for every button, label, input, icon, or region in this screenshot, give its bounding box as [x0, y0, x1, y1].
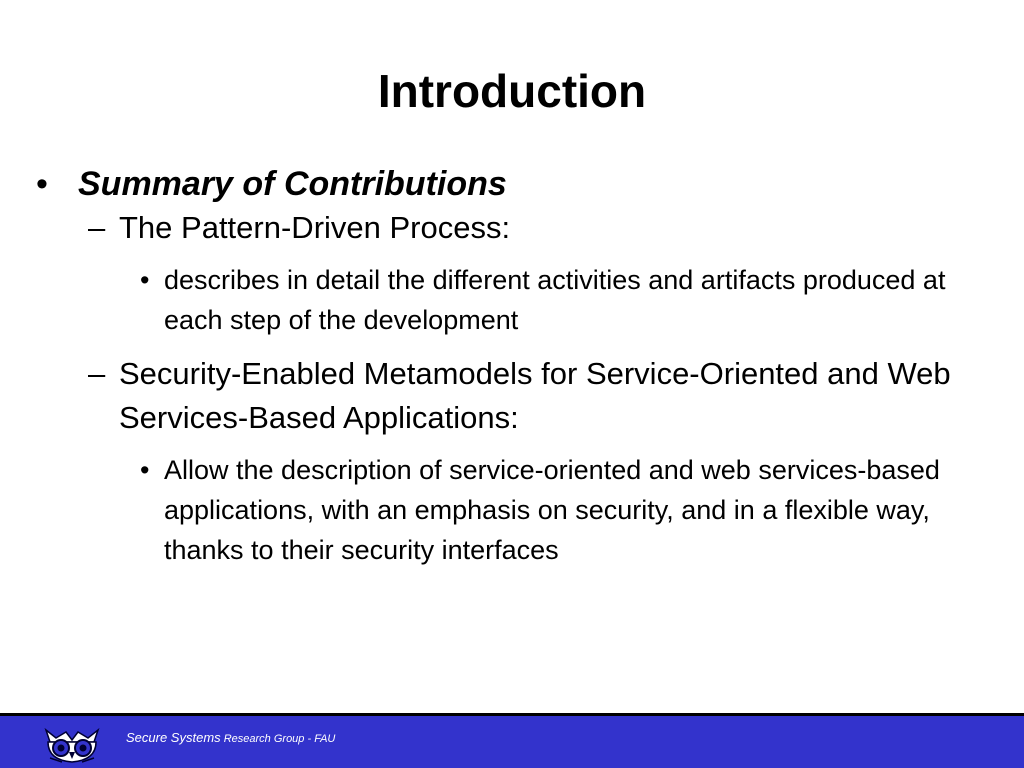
footer-text-main: Secure Systems — [126, 730, 221, 745]
bullet-text: Security-Enabled Metamodels for Service-Oriented and Web Services-Based Applications: — [119, 356, 951, 435]
footer-text-group: Research Group - FAU — [220, 733, 336, 745]
dash-marker: – — [88, 356, 106, 391]
bullet-level1 — [0, 162, 1024, 206]
owl-logo-icon — [40, 724, 104, 764]
bullet-marker: • — [140, 455, 150, 485]
bullet-level2 — [0, 206, 989, 250]
bullet-marker: • — [36, 165, 48, 203]
slide-content — [0, 162, 1024, 570]
slide-title: Introduction — [377, 65, 647, 117]
bullet-text: Allow the description of service-oriented and web services-based applications, with an emphasis on security, and in a flexible way, thanks to their security interfaces — [164, 455, 940, 565]
footer-label — [126, 730, 335, 747]
bullet-level3 — [0, 450, 984, 570]
footer-bar — [0, 713, 1024, 768]
bullet-text: describes in detail the different activities and artifacts produced at each step of the development — [164, 265, 946, 335]
bullet-level2 — [0, 352, 989, 440]
bullet-text: Summary of Contributions — [78, 165, 507, 203]
dash-marker: – — [88, 210, 106, 245]
bullet-text: The Pattern-Driven Process: — [119, 210, 511, 245]
bullet-level3 — [0, 260, 984, 340]
bullet-marker: • — [140, 265, 150, 295]
